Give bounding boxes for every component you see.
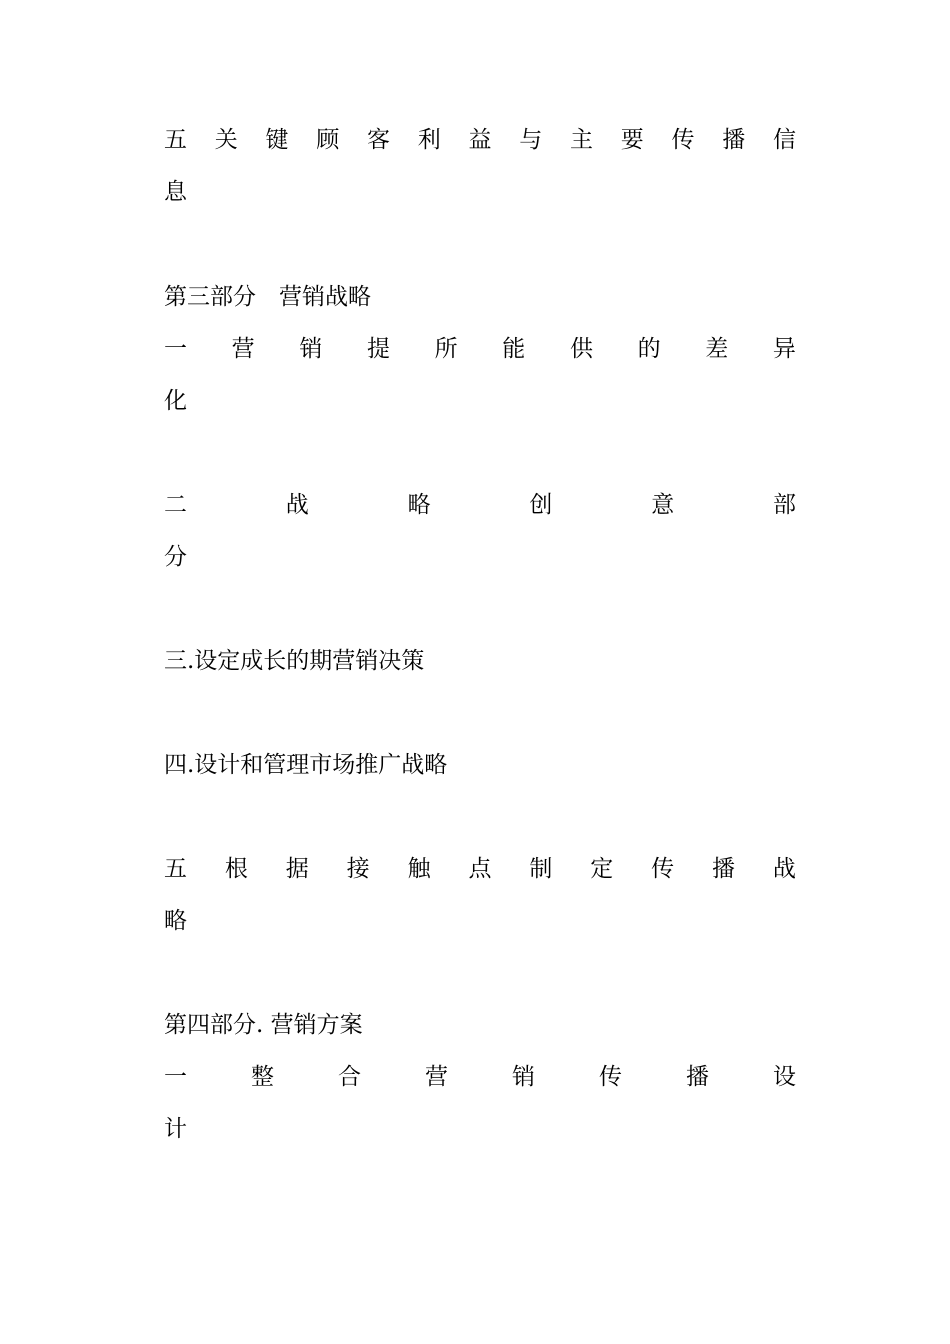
heading-contact-point-strategy [164,854,796,884]
char: 信 [773,127,796,153]
char: 营 [231,336,255,362]
char: 销 [299,336,323,362]
char: 战 [772,856,796,882]
char: 客 [367,127,390,153]
char: 关 [214,127,238,153]
heading-key-customer-benefits [164,125,796,155]
heading-key-customer-benefits-wrap: 息 [164,179,187,205]
char: 播 [722,127,746,153]
char: 制 [529,856,553,882]
heading-strategy-creative [164,490,796,520]
char: 所 [434,336,458,362]
section-three-title: 第三部分 营销战略 [164,284,371,310]
heading-marketing-differentiation-wrap: 化 [164,388,187,414]
char: 供 [569,336,593,362]
char: 利 [417,127,441,153]
char: 营 [425,1064,448,1090]
char: 播 [686,1064,709,1090]
char: 创 [529,492,553,518]
heading-growth-marketing-decisions: 三.设定成长的期营销决策 [164,648,425,674]
char: 差 [705,336,729,362]
char: 点 [468,856,492,882]
char: 与 [519,127,543,153]
char: 根 [224,856,248,882]
char: 传 [671,127,695,153]
char: 意 [651,492,675,518]
char: 能 [502,336,526,362]
char: 一 [164,1064,187,1090]
char: 整 [251,1064,274,1090]
char: 设 [773,1064,796,1090]
char: 定 [590,856,614,882]
char: 益 [468,127,492,153]
heading-integrated-communication [164,1062,796,1092]
char: 顾 [316,127,340,153]
heading-market-promotion-strategy: 四.设计和管理市场推广战略 [164,752,448,778]
char: 一 [164,336,187,362]
char: 部 [772,492,796,518]
char: 键 [265,127,289,153]
char: 提 [366,336,390,362]
char: 传 [599,1064,622,1090]
char: 五 [164,127,187,153]
char: 接 [346,856,370,882]
char: 异 [772,336,796,362]
heading-marketing-differentiation [164,334,796,364]
char: 的 [637,336,661,362]
char: 播 [712,856,736,882]
heading-contact-point-strategy-wrap: 略 [164,908,187,934]
char: 销 [512,1064,535,1090]
char: 传 [651,856,675,882]
char: 五 [164,856,187,882]
char: 据 [285,856,309,882]
char: 略 [407,492,431,518]
heading-integrated-communication-wrap: 计 [164,1116,187,1142]
char: 合 [338,1064,361,1090]
section-four-title: 第四部分. 营销方案 [164,1012,363,1038]
char: 二 [164,492,187,518]
char: 主 [570,127,593,153]
char: 要 [620,127,644,153]
char: 触 [407,856,431,882]
heading-strategy-creative-wrap: 分 [164,544,187,570]
char: 战 [285,492,309,518]
